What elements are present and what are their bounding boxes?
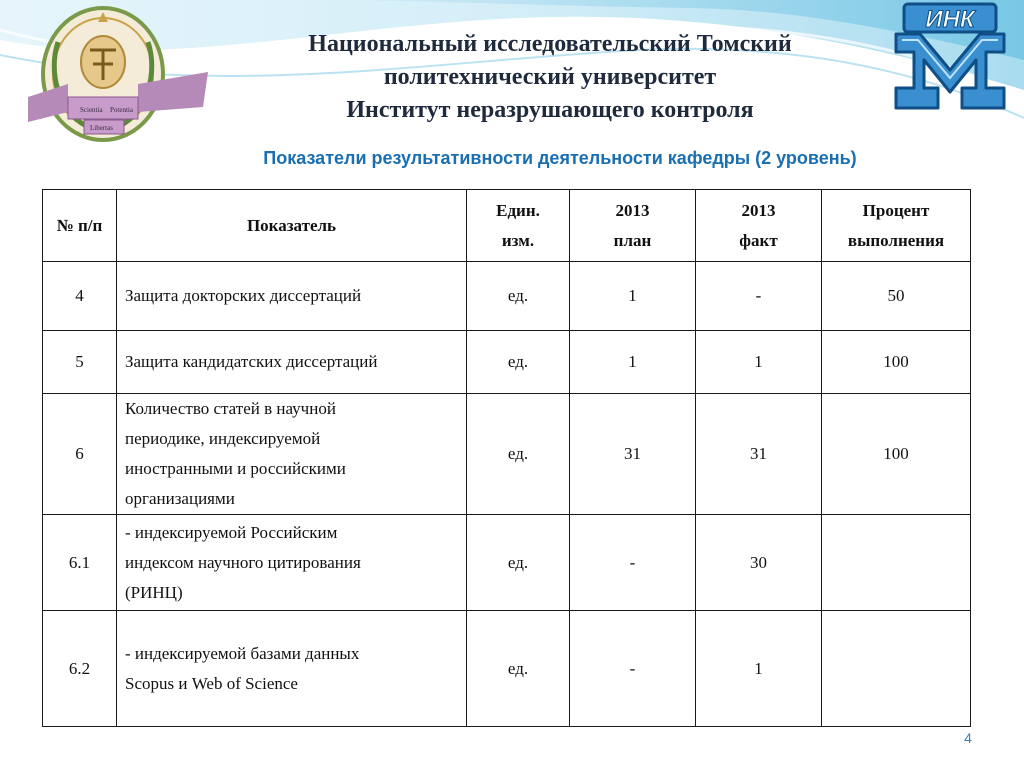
cell-percent: 100 bbox=[822, 394, 971, 515]
header-title bbox=[200, 28, 900, 127]
header-cell-indicator: Показатель bbox=[117, 190, 467, 262]
table-row bbox=[43, 331, 971, 394]
cell-unit: ед. bbox=[467, 262, 570, 331]
emblem-word-1: Scientia bbox=[80, 106, 103, 114]
cell-fact: 1 bbox=[696, 331, 822, 394]
table-row bbox=[43, 262, 971, 331]
page-number: 4 bbox=[964, 730, 972, 746]
cell-plan: 1 bbox=[570, 331, 696, 394]
ink-abbr-text: ИНК bbox=[925, 6, 975, 33]
cell-unit: ед. bbox=[467, 394, 570, 515]
header-cell-unit: Един. изм. bbox=[467, 190, 570, 262]
cell-number: 6.1 bbox=[43, 515, 117, 611]
title-line-1: Национальный исследовательский Томский bbox=[308, 31, 792, 57]
cell-indicator: - индексируемой Российским индексом научного цитирования (РИНЦ) bbox=[117, 515, 467, 611]
indicators-table bbox=[42, 189, 971, 727]
header-cell-fact: 2013 факт bbox=[696, 190, 822, 262]
title-line-2: политехнический университет bbox=[383, 64, 717, 90]
cell-fact: 1 bbox=[696, 611, 822, 727]
cell-number: 6.2 bbox=[43, 611, 117, 727]
cell-percent: 50 bbox=[822, 262, 971, 331]
cell-number: 6 bbox=[43, 394, 117, 515]
cell-fact: 30 bbox=[696, 515, 822, 611]
cell-indicator: Количество статей в научной периодике, индексируемой иностранными и российскими организациями bbox=[117, 394, 467, 515]
cell-percent bbox=[822, 515, 971, 611]
cell-unit: ед. bbox=[467, 515, 570, 611]
table-row bbox=[43, 515, 971, 611]
table-row bbox=[43, 611, 971, 727]
cell-plan: - bbox=[570, 611, 696, 727]
ink-institute-logo bbox=[890, 0, 1008, 112]
cell-percent: 100 bbox=[822, 331, 971, 394]
cell-percent bbox=[822, 611, 971, 727]
cell-unit: ед. bbox=[467, 331, 570, 394]
table-header-row bbox=[43, 190, 971, 262]
cell-plan: 1 bbox=[570, 262, 696, 331]
title-line-3: Институт неразрушающего контроля bbox=[346, 97, 754, 123]
header-cell-number: № п/п bbox=[43, 190, 117, 262]
emblem-word-3: Libertas bbox=[90, 124, 113, 132]
header-cell-plan: 2013 план bbox=[570, 190, 696, 262]
tpu-emblem-logo bbox=[18, 2, 218, 152]
header-cell-percent: Процент выполнения bbox=[822, 190, 971, 262]
cell-number: 5 bbox=[43, 331, 117, 394]
cell-number: 4 bbox=[43, 262, 117, 331]
cell-plan: 31 bbox=[570, 394, 696, 515]
table-row bbox=[43, 394, 971, 515]
cell-indicator: Защита кандидатских диссертаций bbox=[117, 331, 467, 394]
cell-fact: 31 bbox=[696, 394, 822, 515]
cell-indicator: - индексируемой базами данных Scopus и Web of Science bbox=[117, 611, 467, 727]
cell-fact: - bbox=[696, 262, 822, 331]
emblem-word-2: Potentia bbox=[110, 106, 133, 114]
slide-subtitle: Показатели результативности деятельности кафедры (2 уровень) bbox=[263, 148, 857, 168]
cell-indicator: Защита докторских диссертаций bbox=[117, 262, 467, 331]
cell-unit: ед. bbox=[467, 611, 570, 727]
cell-plan: - bbox=[570, 515, 696, 611]
